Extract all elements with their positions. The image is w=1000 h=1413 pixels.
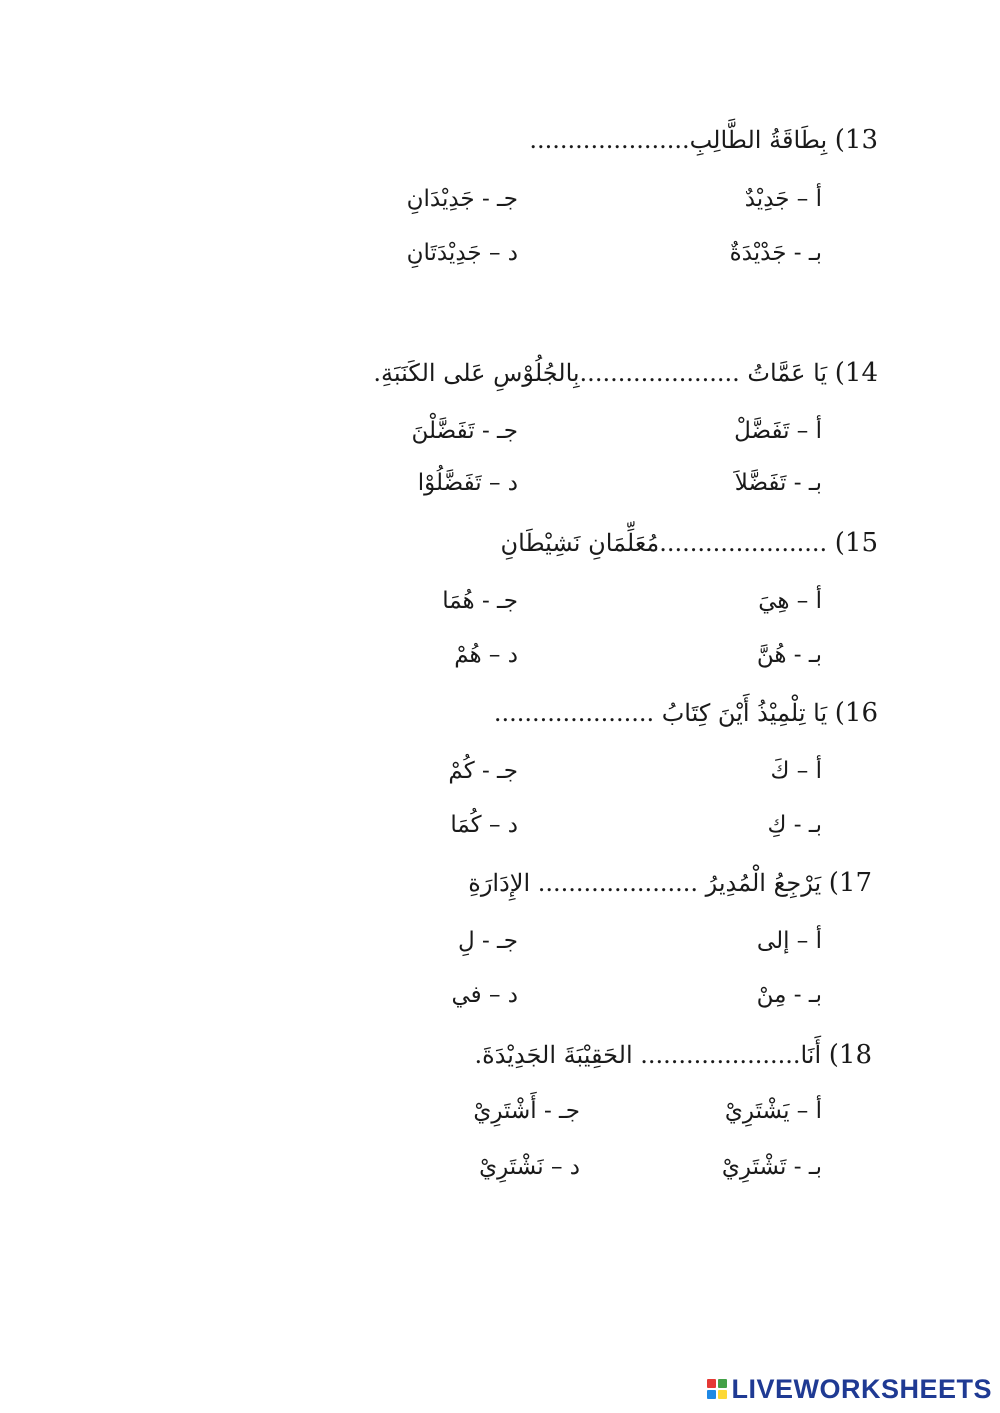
option-d[interactable]: د – في bbox=[451, 982, 518, 1008]
logo-square bbox=[718, 1379, 727, 1388]
question-text: أَنَا..................... الحَقِيْبَةَ الجَدِيْدَةَ. bbox=[474, 1041, 822, 1069]
option-c[interactable]: جـ - تَفَضَّلْنَ bbox=[411, 418, 518, 444]
option-b[interactable]: بـ - كِ bbox=[767, 812, 822, 838]
option-a[interactable]: أ – هِيَ bbox=[758, 588, 822, 614]
option-b[interactable]: بـ - تَفَضَّلاَ bbox=[734, 470, 822, 496]
question-number: (16 bbox=[834, 698, 878, 728]
liveworksheets-logo[interactable] bbox=[707, 1371, 992, 1407]
question-number: (14 bbox=[834, 358, 878, 388]
logo-square bbox=[707, 1379, 716, 1388]
question-15 bbox=[501, 528, 879, 558]
question-text: يَرْجِعُ الْمُدِيرُ ..................... الإِدَارَةِ bbox=[468, 869, 822, 897]
option-d[interactable]: د – هُمْ bbox=[454, 642, 518, 668]
option-c[interactable]: جـ - كُمْ bbox=[448, 758, 518, 784]
option-a[interactable]: أ – جَدِيْدٌ bbox=[744, 186, 822, 212]
option-a[interactable]: أ – يَشْتَرِيْ bbox=[724, 1098, 822, 1124]
question-17 bbox=[468, 868, 872, 898]
option-a[interactable]: أ – إلى bbox=[756, 928, 822, 954]
question-number: (15 bbox=[834, 528, 878, 558]
option-c[interactable]: جـ - جَدِيْدَانِ bbox=[406, 186, 518, 212]
question-number: (17 bbox=[828, 868, 872, 898]
question-number: (18 bbox=[828, 1040, 872, 1070]
logo-square bbox=[718, 1390, 727, 1399]
question-16 bbox=[494, 698, 878, 728]
question-13 bbox=[529, 125, 878, 155]
option-c[interactable]: جـ - لِ bbox=[457, 928, 518, 954]
logo-text: LIVEWORKSHEETS bbox=[731, 1373, 992, 1404]
option-c[interactable]: جـ - أَشْتَرِيْ bbox=[473, 1098, 580, 1124]
option-b[interactable]: بـ - جَدْيْدَةٌ bbox=[729, 240, 822, 266]
question-text: ......................مُعَلِّمَانِ نَشِيْطَانِ bbox=[500, 529, 828, 557]
option-d[interactable]: د – نَشْتَرِيْ bbox=[479, 1154, 580, 1180]
question-text: يَا تِلْمِيْذُ أَيْنَ كِتَابُ ..................... bbox=[493, 699, 828, 727]
option-d[interactable]: د – جَدِيْدَتَانِ bbox=[406, 240, 518, 266]
option-b[interactable]: بـ - هُنَّ bbox=[756, 642, 822, 668]
option-b[interactable]: بـ - تَشْتَرِيْ bbox=[721, 1154, 822, 1180]
option-b[interactable]: بـ - مِنْ bbox=[756, 982, 822, 1008]
option-a[interactable]: أ – كَ bbox=[770, 758, 822, 784]
question-text: يَا عَمَّاتُ .....................بِالجُلُوْسِ عَلى الكَنَبَةِ. bbox=[373, 359, 828, 387]
question-number: (13 bbox=[834, 125, 878, 155]
option-d[interactable]: د – كُمَا bbox=[450, 812, 518, 838]
option-c[interactable]: جـ - هُمَا bbox=[442, 588, 518, 614]
liveworksheets-logo-icon bbox=[707, 1379, 727, 1399]
logo-square bbox=[707, 1390, 716, 1399]
option-d[interactable]: د – تَفَضَّلُوْا bbox=[417, 470, 518, 496]
question-text: بِطَاقَةُ الطَّالِبِ..................... bbox=[529, 126, 828, 154]
question-18 bbox=[474, 1040, 872, 1070]
option-a[interactable]: أ – تَفَضَّلْ bbox=[734, 418, 822, 444]
question-14 bbox=[373, 358, 878, 388]
